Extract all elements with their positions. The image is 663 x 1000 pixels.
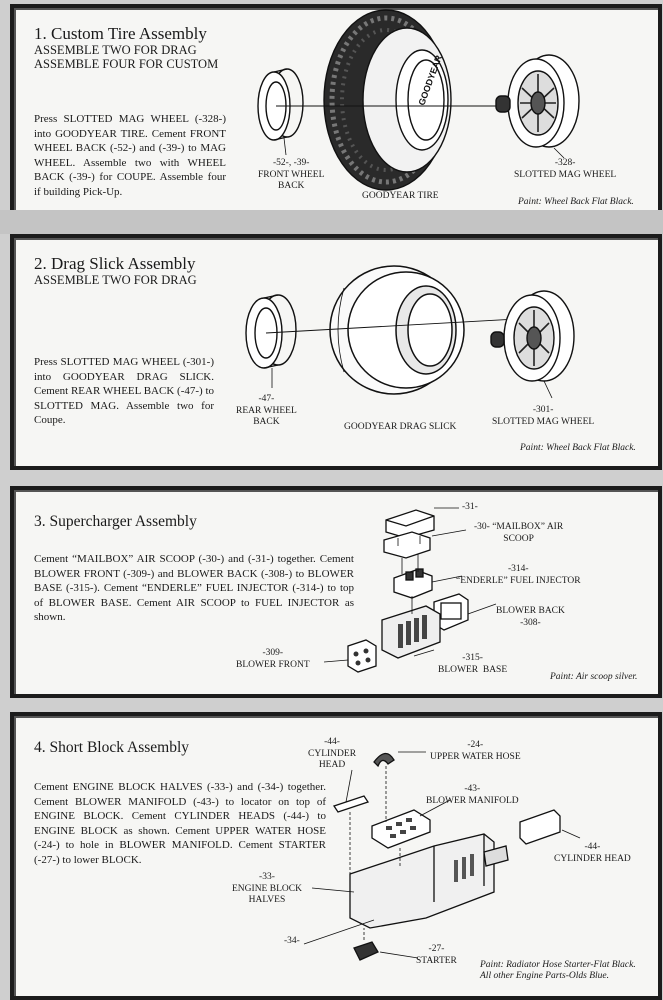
cylinder-head-right-part [520,810,560,844]
cylinder-head-left-label: -44- CYLINDER HEAD [308,737,357,770]
section-instructions: Press SLOTTED MAG WHEEL (-328-) into GOODYEAR TIRE. Cement FRONT WHEEL BACK (-52-) and (-39-) to MAG WHEEL. Assemble two with WHEEL BACK (-39-) for COUPE. Assemble four if building Pick-Up. [34,113,226,198]
cylinder-head-left-part [334,796,368,812]
rear-wheel-back-label: -47- REAR WHEEL BACK [236,394,297,427]
section-instructions: Press SLOTTED MAG WHEEL (-301-) into GOODYEAR DRAG SLICK. Cement REAR WHEEL BACK (-47-) to SLOTTED MAG. Assemble two for Coupe. [34,356,214,426]
slotted-mag-wheel-label: -328- SLOTTED MAG WHEEL [514,158,617,180]
front-wheel-back-part [258,69,303,140]
scoop-31-label: -31- [462,502,478,512]
paint-note: Paint: Air scoop silver. [550,672,638,682]
cylinder-head-right-label: -44- CYLINDER HEAD [554,842,631,864]
engine-block-part [350,834,494,928]
section-instructions: Cement “MAILBOX” AIR SCOOP (-30-) and (-31-) together. Cement BLOWER FRONT (-309-) and BLOWER BACK (-308-) to BLOWER BASE (-315-). Cement “ENDERLE” FUEL INJECTOR (-314-) to top of BLOWER BASE. Cement AIR SCOOP to FUEL INJECTOR as shown. [34,553,354,623]
drag-slick-label: GOODYEAR DRAG SLICK [344,422,457,432]
tire-brand-text: GOODYEAR [416,53,444,107]
upper-water-hose-part [374,753,394,766]
paint-note-line-1: Paint: Radiator Hose Starter-Flat Black. [480,960,636,970]
blower-base-label: -315- BLOWER BASE [438,653,508,675]
sheet-divider [0,210,663,234]
fuel-injector-label: -314- “ENDERLE” FUEL INJECTOR [456,564,581,586]
section-title: 4. Short Block Assembly [34,739,190,756]
air-scoop-30-part [384,532,430,558]
blower-front-part [348,640,376,672]
paint-note: Paint: Wheel Back Flat Black. [520,443,636,453]
drag-slick-part [330,266,464,394]
goodyear-tire-part [324,10,451,190]
paint-note-line-2: All other Engine Parts-Olds Blue. [480,971,610,981]
front-wheel-back-label: -52-, -39- FRONT WHEEL BACK [258,158,325,191]
custom-tire-assembly-panel [10,4,662,218]
slotted-mag-wheel-label: -301- SLOTTED MAG WHEEL [492,405,595,427]
section-subtitle-line-1: ASSEMBLE TWO FOR DRAG [34,273,197,287]
engine-block-34-label: -34- [284,936,300,946]
slotted-mag-wheel-part [496,55,579,147]
goodyear-tire-label: GOODYEAR TIRE [362,191,439,201]
supercharger-assembly-panel [10,486,662,698]
starter-label: -27- STARTER [416,944,457,966]
short-block-assembly-panel [10,712,662,1000]
starter-part [354,942,378,960]
section-subtitle-line-1: ASSEMBLE TWO FOR DRAG [34,43,197,57]
section-subtitle-line-2: ASSEMBLE FOUR FOR CUSTOM [34,57,219,71]
upper-water-hose-label: -24- UPPER WATER HOSE [430,740,521,762]
paint-note: Paint: Wheel Back Flat Black. [518,197,634,207]
section-title: 1. Custom Tire Assembly [34,24,207,43]
custom-tire-exploded-diagram [14,8,658,214]
section-title: 3. Supercharger Assembly [34,513,197,530]
blower-front-label: -309- BLOWER FRONT [236,648,310,670]
section-title: 2. Drag Slick Assembly [34,254,196,273]
drag-slick-exploded-diagram [14,238,658,466]
blower-back-label: BLOWER BACK -308- [496,606,565,628]
slotted-mag-wheel-part [491,291,574,381]
supercharger-exploded-diagram [14,490,658,694]
blower-manifold-label: -43- BLOWER MANIFOLD [426,784,519,806]
engine-block-halves-label: -33- ENGINE BLOCK HALVES [232,872,302,905]
section-instructions: Cement ENGINE BLOCK HALVES (-33-) and (-34-) together. Cement BLOWER MANIFOLD (-43-) to locator on top of ENGINE BLOCK. Cement CYLINDER HEADS (-44-) to ENGINE BLOCK as shown. Cement UPPER WATER HOSE (-24-) to hole in BLOWER MANIFOLD. Cement STARTER (-27-) to lower BLOCK. [34,781,326,866]
drag-slick-assembly-panel [10,234,662,470]
air-scoop-label: -30- “MAILBOX” AIR SCOOP [474,522,564,544]
